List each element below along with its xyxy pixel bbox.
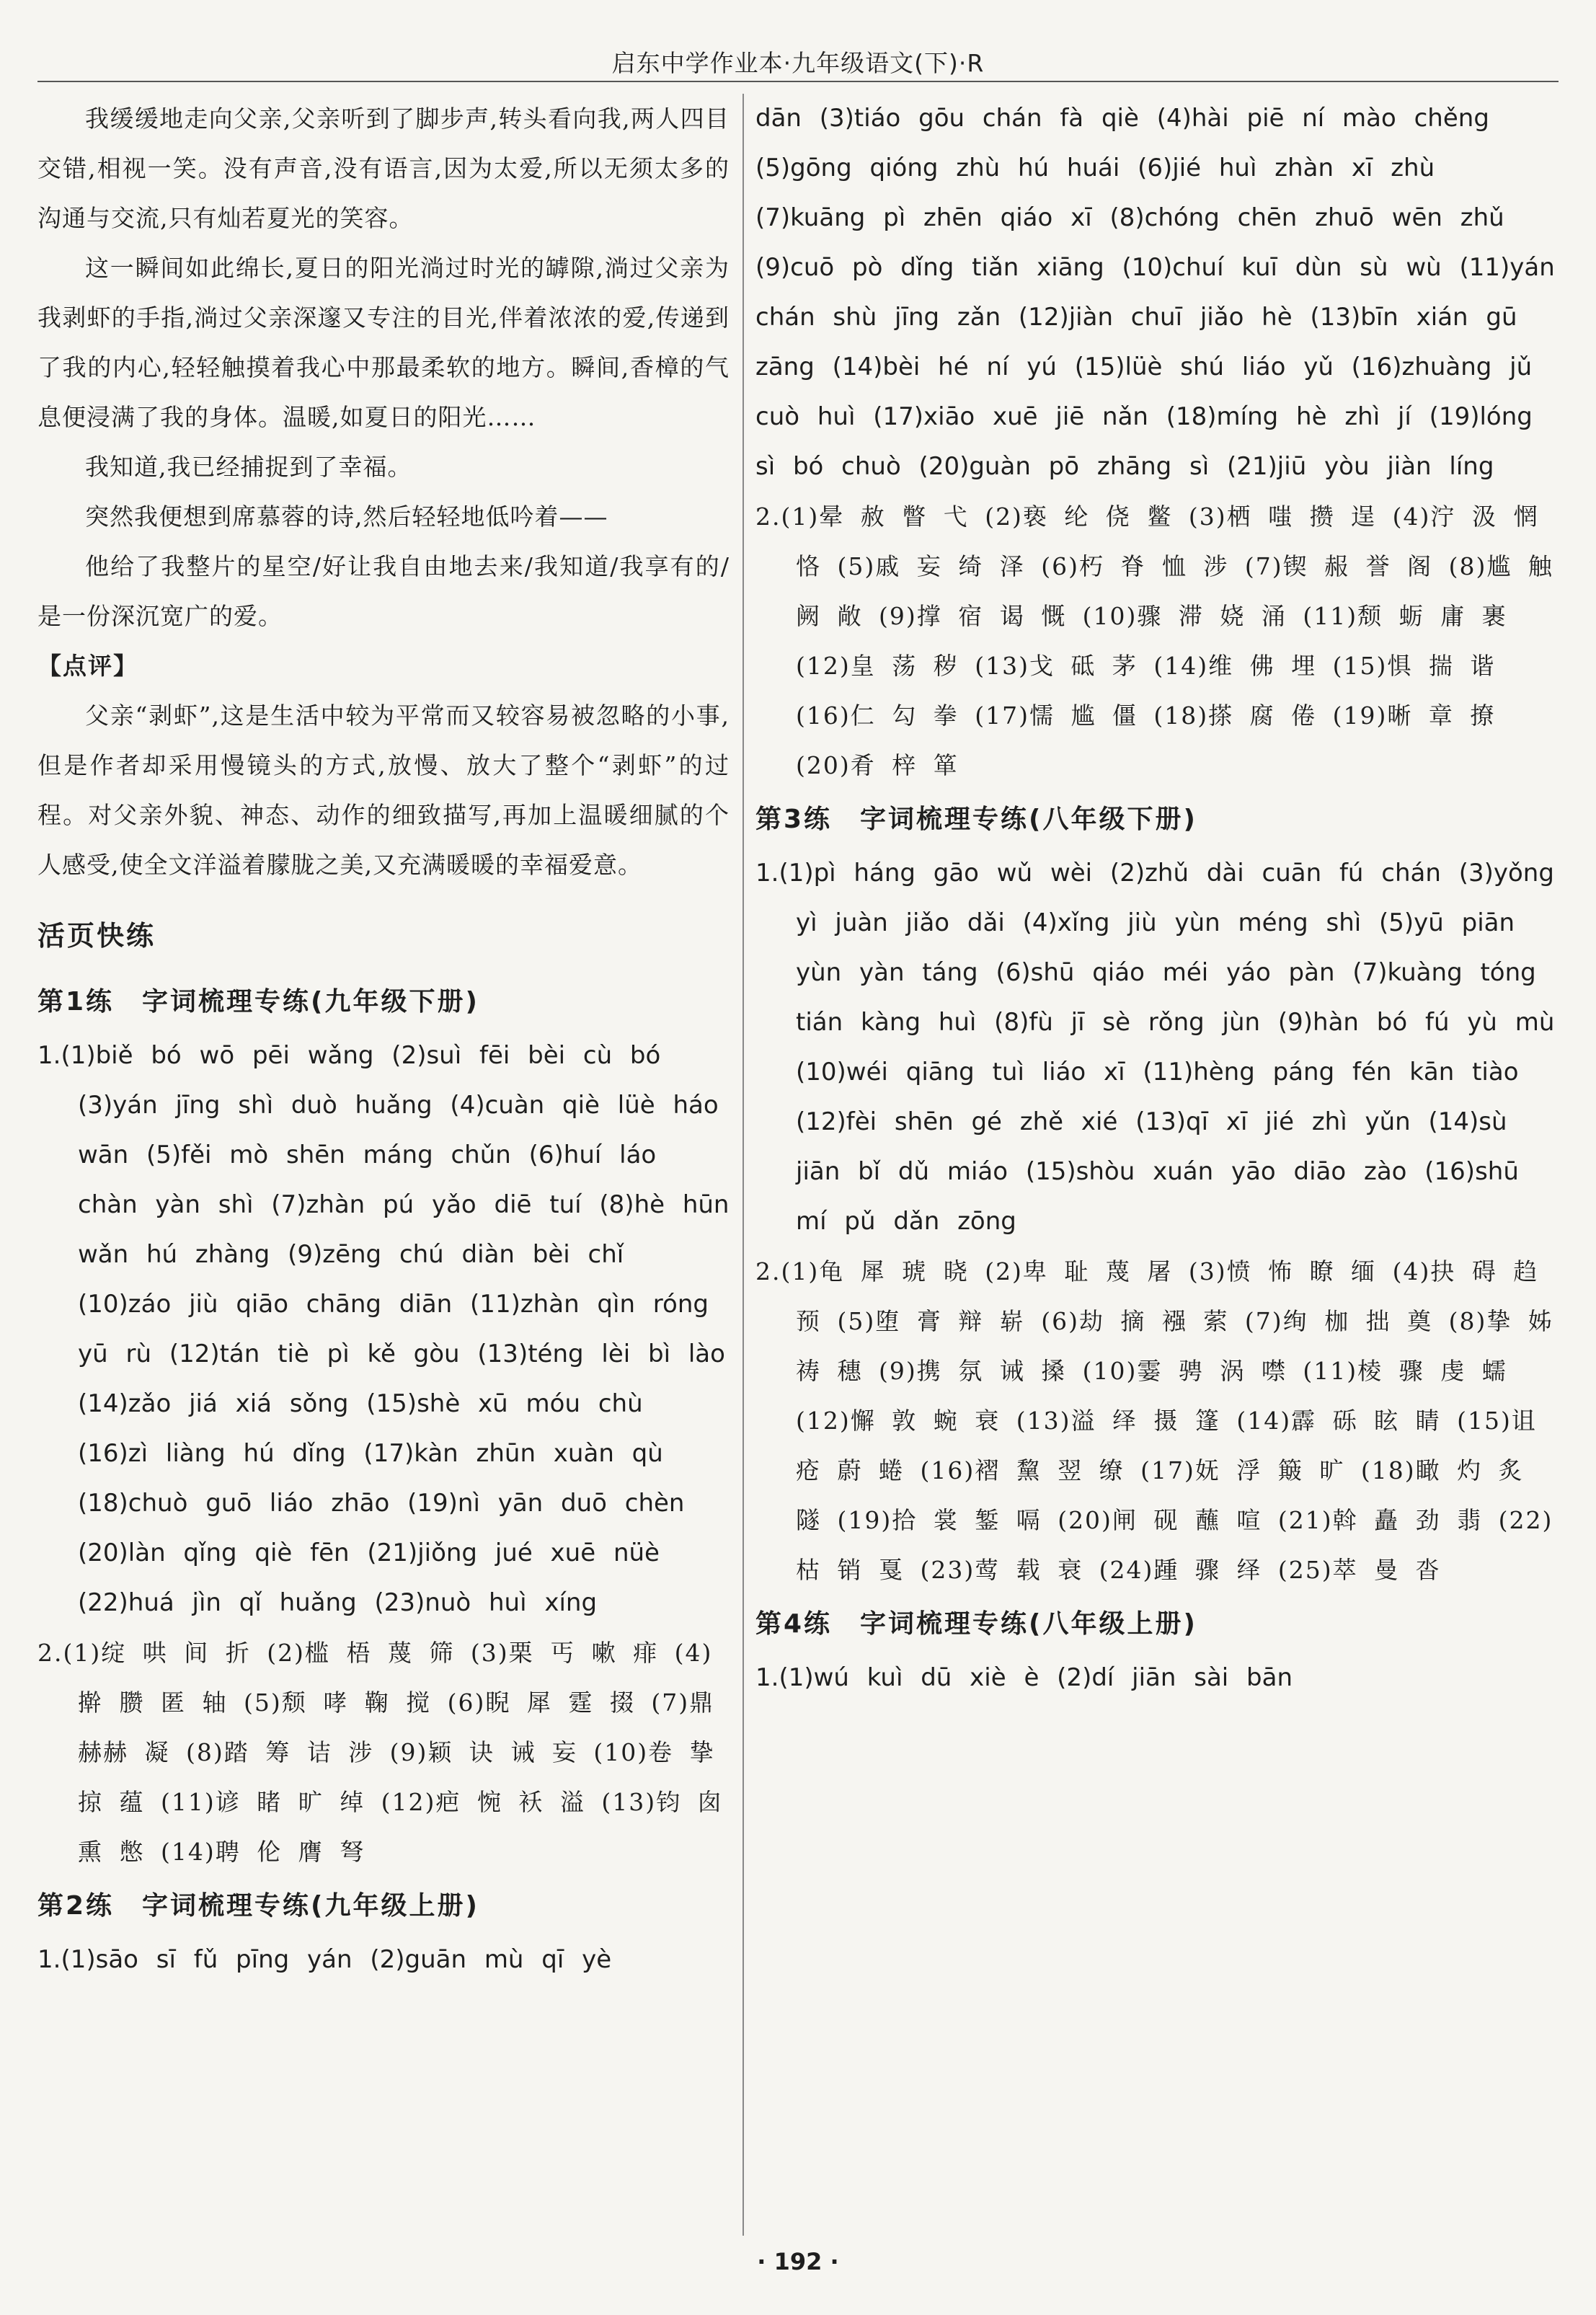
- section-title: 活页快练: [37, 920, 156, 952]
- lesson-3-title: 第3练 字词梳理专练(八年级下册): [755, 805, 1197, 834]
- column-divider: [742, 94, 744, 2236]
- essay-paragraph: 突然我便想到席慕蓉的诗,然后轻轻地低吟着——: [85, 503, 608, 531]
- essay-paragraph: 这一瞬间如此绵长,夏日的阳光淌过时光的罅隙,淌过父亲为我剥虾的手指,淌过父亲深邃又专注的目光,伴着浓浓的爱,传递到了我的内心,轻轻触摸着我心中那最柔软的地方。瞬间,香樟的气息便浸满了我的身体。温暖,如夏日的阳光……: [37, 254, 730, 431]
- lesson-1-title: 第1练 字词梳理专练(九年级下册): [37, 987, 479, 1017]
- header-rule: [37, 81, 1559, 82]
- lesson-1-question-1: 1.(1)biě bó wō pēi wǎng (2)suì fēi bèi cù bó (3)yán jīng shì duò huǎng (4)cuàn qiè lüè háo wān (5)fěi mò shēn máng chǔn (6)huí láo chàn yàn shì (7)zhàn pú yǎo diē tuí (8)hè hūn wǎn hú zhàng (9)zēng chú diàn bèi chǐ (10)záo jiù qiāo chāng diān (11)zhàn qìn róng yū rù (12)tán tiè pì kě gòu (13)téng lèi bì lào (14)zǎo jiá xiá sǒng (15)shè xū móu chù (16)zì liàng hú dǐng (17)kàn zhūn xuàn qù (18)chuò guō liáo zhāo (19)nì yān duō chèn (20)làn qǐng qiè fēn (21)jiǒng jué xuē nüè (22)huá jìn qǐ huǎng (23)nuò huì xíng: [37, 1041, 730, 1617]
- essay-paragraph: 我知道,我已经捕捉到了幸福。: [85, 453, 412, 481]
- comment-label: 【点评】: [37, 652, 138, 680]
- left-column: [37, 94, 730, 2236]
- lesson-3-question-1: 1.(1)pì háng gāo wǔ wèi (2)zhǔ dài cuān fú chán (3)yǒng yì juàn jiǎo dǎi (4)xǐng jiù yùn méng shì (5)yū piān yùn yàn táng (6)shū qiáo méi yáo pàn (7)kuàng tóng tián kàng huì (8)fù jī sè rǒng jùn (9)hàn bó fú yù mù (10)wéi qiāng tuì liáo xī (11)hèng páng fén kān tiào (12)fèi shēn gé zhě xié (13)qī xī jié zhì yǔn (14)sù jiān bǐ dǔ miáo (15)shòu xuán yāo diāo zào (16)shū mí pǔ dǎn zōng: [755, 859, 1555, 1236]
- comment-paragraph: 父亲“剥虾”,这是生活中较为平常而又较容易被忽略的小事,但是作者却采用慢镜头的方式,放慢、放大了整个“剥虾”的过程。对父亲外貌、神态、动作的细致描写,再加上温暖细腻的个人感受,使全文洋溢着朦胧之美,又充满暖暖的幸福爱意。: [37, 701, 730, 879]
- running-header: 启东中学作业本·九年级语文(下)·R: [611, 49, 985, 77]
- right-column: [755, 94, 1556, 2236]
- page-number: · 192 ·: [757, 2248, 839, 2275]
- lesson-4-title: 第4练 字词梳理专练(八年级上册): [755, 1609, 1197, 1639]
- essay-paragraph: 我缓缓地走向父亲,父亲听到了脚步声,转头看向我,两人四目交错,相视一笑。没有声音,没有语言,因为太爱,所以无须太多的沟通与交流,只有灿若夏光的笑容。: [37, 105, 730, 232]
- lesson-2-question-2: 2.(1)晕 赦 瞥 弋 (2)亵 纶 侥 鳖 (3)栖 嗤 攒 逞 (4)泞 汲 惘 恪 (5)戚 妄 绮 泽 (6)朽 脊 恤 涉 (7)锲 赧 誉 阁 (8)尴 触 阙 敞 (9)撑 宿 谒 慨 (10)骤 滞 娆 涌 (11)颓 蛎 庸 裹 (12)皇 荡 秽 (13)戈 砥 茅 (14)维 佛 埋 (15)惧 揣 谐 (16)仁 勾 拳 (17)懦 尴 僵 (18)搽 腐 倦 (19)晰 章 撩 (20)肴 梓 箪: [755, 503, 1553, 779]
- lesson-3-question-2: 2.(1)龟 犀 琥 晓 (2)卑 耻 蔑 屠 (3)愤 怖 瞭 缅 (4)抉 碍 趋 预 (5)堕 膏 辩 崭 (6)劫 摘 襁 萦 (7)绚 枷 拙 奠 (8)挚 姊 祷 穗 (9)携 氛 诫 搡 (10)霎 骋 涡 噤 (11)棱 骤 虔 蠕 (12)懈 敦 蜿 衰 (13)溢 绎 摄 篷 (14)霹 砾 眩 睛 (15)诅 疮 蔚 蜷 (16)褶 黧 翌 缭 (17)妩 浮 簸 旷 (18)瞰 灼 炙 隧 (19)拾 裳 錾 嗝 (20)闸 砚 蘸 喧 (21)斡 矗 劲 翡 (22)枯 销 戛 (23)莺 载 衰 (24)踵 骤 绎 (25)萃 曼 沓: [755, 1257, 1553, 1584]
- lesson-4-question-1-start: 1.(1)wú kuì dū xiè è (2)dí jiān sài bān: [755, 1663, 1293, 1692]
- lesson-1-question-2: 2.(1)绽 哄 间 折 (2)槛 梧 蔑 筛 (3)栗 丐 嗽 痱 (4)擀 臜 匿 轴 (5)颓 哮 鞠 搅 (6)睨 犀 霆 掇 (7)鼎 赫赫 凝 (8)踏 筹 诘 涉 (9)颖 诀 诫 妄 (10)卷 挚 掠 蕴 (11)谚 睹 旷 绰 (12)疤 惋 袄 溢 (13)钧 囱 熏 憋 (14)聘 伦 膺 弩: [37, 1639, 723, 1866]
- lesson-2-question-1-start: 1.(1)sāo sī fǔ pīng yán (2)guān mù qī yè: [37, 1945, 612, 1974]
- lesson-2-title: 第2练 字词梳理专练(九年级上册): [37, 1891, 479, 1921]
- poem-quote: 他给了我整片的星空/好让我自由地去来/我知道/我享有的/是一份深沉宽广的爱。: [37, 552, 730, 630]
- lesson-2-question-1-cont: dān (3)tiáo gōu chán fà qiè (4)hài piē ní mào chěng (5)gōng qióng zhù hú huái (6)jié huì zhàn xī zhù (7)kuāng pì zhēn qiáo xī (8)chóng chēn zhuō wēn zhǔ (9)cuō pò dǐng tiǎn xiāng (10)chuí kuī dùn sù wù (11)yán chán shù jīng zǎn (12)jiàn chuī jiǎo hè (13)bīn xián gū zāng (14)bèi hé ní yú (15)lüè shú liáo yǔ (16)zhuàng jǔ cuò huì (17)xiāo xuē jiē nǎn (18)míng hè zhì jí (19)lóng sì bó chuò (20)guàn pō zhāng sì (21)jiū yòu jiàn líng: [755, 104, 1555, 481]
